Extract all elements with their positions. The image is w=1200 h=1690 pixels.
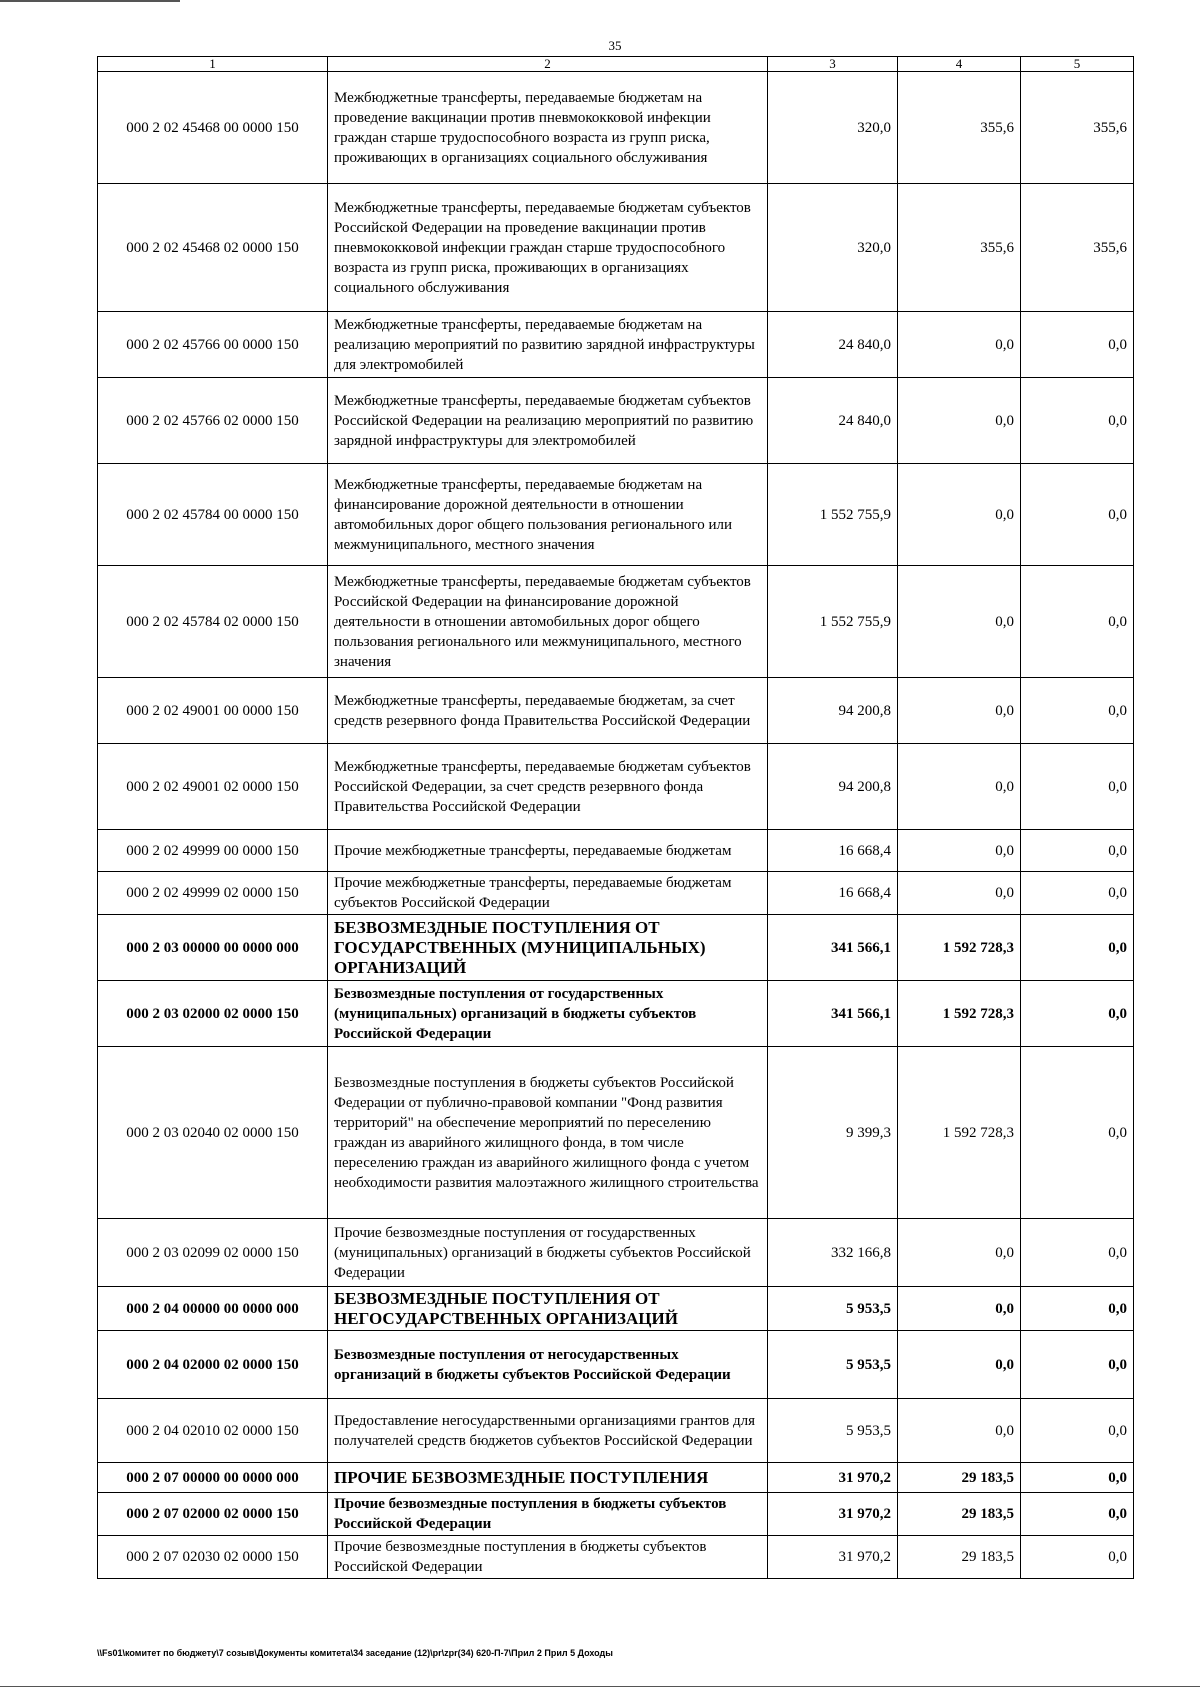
budget-code-cell: 000 2 03 00000 00 0000 000 [98, 915, 328, 981]
amount-col4-cell: 0,0 [898, 1219, 1021, 1287]
table-row [98, 312, 1134, 378]
budget-code-cell: 000 2 07 02000 02 0000 150 [98, 1493, 328, 1536]
budget-code-cell: 000 2 04 02000 02 0000 150 [98, 1331, 328, 1399]
amount-col5-cell: 0,0 [1021, 981, 1134, 1047]
amount-col5-cell: 0,0 [1021, 678, 1134, 744]
description-cell: Межбюджетные трансферты, передаваемые бюджетам субъектов Российской Федерации на финансирование дорожной деятельности в отношении автомобильных дорог общего пользования регионального или межмуниципального, местного значения [328, 566, 768, 678]
amount-col5-cell: 355,6 [1021, 72, 1134, 184]
description-cell: Межбюджетные трансферты, передаваемые бюджетам на проведение вакцинации против пневмококковой инфекции граждан старше трудоспособного возраста из групп риска, проживающих в организациях социального обслуживания [328, 72, 768, 184]
amount-col5-cell: 0,0 [1021, 566, 1134, 678]
amount-col3-cell: 320,0 [768, 184, 898, 312]
amount-col4-cell: 1 592 728,3 [898, 981, 1021, 1047]
table-row [98, 1331, 1134, 1399]
footer-file-path: \\Fs01\комитет по бюджету\7 созыв\Документы комитета\34 заседание (12)\pr\zpr(34) 620-П-7\Прил 2 Прил 5 Доходы [97, 1648, 613, 1658]
column-header-1: 1 [98, 57, 328, 72]
column-header-2: 2 [328, 57, 768, 72]
amount-col5-cell: 0,0 [1021, 915, 1134, 981]
description-cell: Межбюджетные трансферты, передаваемые бюджетам на реализацию мероприятий по развитию зарядной инфраструктуры для электромобилей [328, 312, 768, 378]
amount-col3-cell: 320,0 [768, 72, 898, 184]
table-row [98, 72, 1134, 184]
description-cell: Прочие безвозмездные поступления в бюджеты субъектов Российской Федерации [328, 1493, 768, 1536]
amount-col5-cell: 0,0 [1021, 1399, 1134, 1463]
table-row [98, 1536, 1134, 1579]
table-row [98, 184, 1134, 312]
description-cell: БЕЗВОЗМЕЗДНЫЕ ПОСТУПЛЕНИЯ ОТ ГОСУДАРСТВЕННЫХ (МУНИЦИПАЛЬНЫХ) ОРГАНИЗАЦИЙ [328, 915, 768, 981]
amount-col3-cell: 341 566,1 [768, 981, 898, 1047]
table-row [98, 830, 1134, 872]
description-cell: Межбюджетные трансферты, передаваемые бюджетам субъектов Российской Федерации на реализацию мероприятий по развитию зарядной инфраструктуры для электромобилей [328, 378, 768, 464]
column-header-5: 5 [1021, 57, 1134, 72]
amount-col3-cell: 16 668,4 [768, 830, 898, 872]
column-number-row [98, 57, 1134, 72]
amount-col5-cell: 0,0 [1021, 1219, 1134, 1287]
amount-col5-cell: 0,0 [1021, 1493, 1134, 1536]
table-row [98, 378, 1134, 464]
table-row [98, 1399, 1134, 1463]
budget-code-cell: 000 2 02 45468 00 0000 150 [98, 72, 328, 184]
amount-col3-cell: 341 566,1 [768, 915, 898, 981]
amount-col3-cell: 94 200,8 [768, 678, 898, 744]
description-cell: Безвозмездные поступления от негосударственных организаций в бюджеты субъектов Российской Федерации [328, 1331, 768, 1399]
amount-col4-cell: 0,0 [898, 1331, 1021, 1399]
amount-col4-cell: 29 183,5 [898, 1536, 1021, 1579]
amount-col4-cell: 355,6 [898, 184, 1021, 312]
table-row [98, 566, 1134, 678]
amount-col5-cell: 0,0 [1021, 830, 1134, 872]
budget-code-cell: 000 2 02 49001 00 0000 150 [98, 678, 328, 744]
budget-code-cell: 000 2 07 00000 00 0000 000 [98, 1463, 328, 1493]
budget-code-cell: 000 2 03 02040 02 0000 150 [98, 1047, 328, 1219]
amount-col4-cell: 0,0 [898, 1399, 1021, 1463]
table-row [98, 872, 1134, 915]
amount-col4-cell: 355,6 [898, 72, 1021, 184]
amount-col4-cell: 0,0 [898, 566, 1021, 678]
budget-code-cell: 000 2 02 45784 02 0000 150 [98, 566, 328, 678]
amount-col4-cell: 0,0 [898, 830, 1021, 872]
table-row [98, 915, 1134, 981]
column-header-4: 4 [898, 57, 1021, 72]
amount-col3-cell: 94 200,8 [768, 744, 898, 830]
amount-col4-cell: 0,0 [898, 678, 1021, 744]
amount-col4-cell: 0,0 [898, 744, 1021, 830]
amount-col3-cell: 24 840,0 [768, 312, 898, 378]
amount-col5-cell: 0,0 [1021, 312, 1134, 378]
amount-col3-cell: 5 953,5 [768, 1331, 898, 1399]
budget-code-cell: 000 2 04 02010 02 0000 150 [98, 1399, 328, 1463]
amount-col5-cell: 0,0 [1021, 1463, 1134, 1493]
amount-col3-cell: 1 552 755,9 [768, 464, 898, 566]
table-row [98, 464, 1134, 566]
amount-col5-cell: 0,0 [1021, 1331, 1134, 1399]
amount-col4-cell: 1 592 728,3 [898, 1047, 1021, 1219]
description-cell: Безвозмездные поступления от государственных (муниципальных) организаций в бюджеты субъектов Российской Федерации [328, 981, 768, 1047]
table-row [98, 678, 1134, 744]
amount-col5-cell: 0,0 [1021, 1536, 1134, 1579]
table-row [98, 1219, 1134, 1287]
amount-col3-cell: 31 970,2 [768, 1536, 898, 1579]
amount-col5-cell: 0,0 [1021, 872, 1134, 915]
amount-col4-cell: 0,0 [898, 378, 1021, 464]
budget-code-cell: 000 2 04 00000 00 0000 000 [98, 1287, 328, 1331]
amount-col4-cell: 1 592 728,3 [898, 915, 1021, 981]
description-cell: БЕЗВОЗМЕЗДНЫЕ ПОСТУПЛЕНИЯ ОТ НЕГОСУДАРСТВЕННЫХ ОРГАНИЗАЦИЙ [328, 1287, 768, 1331]
description-cell: Межбюджетные трансферты, передаваемые бюджетам на финансирование дорожной деятельности в отношении автомобильных дорог общего пользования регионального или межмуниципального, местного значения [328, 464, 768, 566]
description-cell: Прочие межбюджетные трансферты, передаваемые бюджетам субъектов Российской Федерации [328, 872, 768, 915]
scan-artifact-top [0, 0, 180, 2]
amount-col5-cell: 0,0 [1021, 464, 1134, 566]
budget-code-cell: 000 2 03 02000 02 0000 150 [98, 981, 328, 1047]
table-row [98, 981, 1134, 1047]
amount-col3-cell: 5 953,5 [768, 1399, 898, 1463]
budget-code-cell: 000 2 02 45766 02 0000 150 [98, 378, 328, 464]
amount-col3-cell: 1 552 755,9 [768, 566, 898, 678]
budget-code-cell: 000 2 07 02030 02 0000 150 [98, 1536, 328, 1579]
budget-code-cell: 000 2 02 49001 02 0000 150 [98, 744, 328, 830]
amount-col5-cell: 0,0 [1021, 744, 1134, 830]
scan-artifact-bottom [0, 1686, 1200, 1687]
amount-col5-cell: 0,0 [1021, 1047, 1134, 1219]
amount-col4-cell: 0,0 [898, 1287, 1021, 1331]
table-row [98, 744, 1134, 830]
description-cell: Межбюджетные трансферты, передаваемые бюджетам, за счет средств резервного фонда Правительства Российской Федерации [328, 678, 768, 744]
budget-code-cell: 000 2 02 45468 02 0000 150 [98, 184, 328, 312]
description-cell: Безвозмездные поступления в бюджеты субъектов Российской Федерации от публично-правовой компании "Фонд развития территорий" на обеспечение мероприятий по переселению граждан из аварийного жилищного фонда, в том числе переселению граждан из аварийного жилищного фонда с учетом необходимости развития малоэтажного жилищного строительства [328, 1047, 768, 1219]
amount-col4-cell: 0,0 [898, 464, 1021, 566]
revenue-table [97, 56, 1134, 1579]
amount-col3-cell: 5 953,5 [768, 1287, 898, 1331]
amount-col3-cell: 332 166,8 [768, 1219, 898, 1287]
budget-code-cell: 000 2 02 49999 02 0000 150 [98, 872, 328, 915]
description-cell: Межбюджетные трансферты, передаваемые бюджетам субъектов Российской Федерации на проведение вакцинации против пневмококковой инфекции граждан старше трудоспособного возраста из групп риска, проживающих в организациях социального обслуживания [328, 184, 768, 312]
table-row [98, 1463, 1134, 1493]
description-cell: Прочие безвозмездные поступления в бюджеты субъектов Российской Федерации [328, 1536, 768, 1579]
description-cell: Предоставление негосударственными организациями грантов для получателей средств бюджетов субъектов Российской Федерации [328, 1399, 768, 1463]
table-row [98, 1493, 1134, 1536]
amount-col3-cell: 16 668,4 [768, 872, 898, 915]
table-row [98, 1047, 1134, 1219]
amount-col5-cell: 0,0 [1021, 1287, 1134, 1331]
amount-col3-cell: 9 399,3 [768, 1047, 898, 1219]
amount-col4-cell: 29 183,5 [898, 1493, 1021, 1536]
amount-col4-cell: 0,0 [898, 312, 1021, 378]
budget-code-cell: 000 2 02 45766 00 0000 150 [98, 312, 328, 378]
budget-code-cell: 000 2 02 49999 00 0000 150 [98, 830, 328, 872]
description-cell: Прочие безвозмездные поступления от государственных (муниципальных) организаций в бюджеты субъектов Российской Федерации [328, 1219, 768, 1287]
amount-col5-cell: 355,6 [1021, 184, 1134, 312]
page-number: 35 [608, 38, 622, 53]
table-row [98, 1287, 1134, 1331]
budget-code-cell: 000 2 03 02099 02 0000 150 [98, 1219, 328, 1287]
amount-col4-cell: 29 183,5 [898, 1463, 1021, 1493]
amount-col3-cell: 31 970,2 [768, 1493, 898, 1536]
description-cell: Прочие межбюджетные трансферты, передаваемые бюджетам [328, 830, 768, 872]
amount-col3-cell: 24 840,0 [768, 378, 898, 464]
budget-code-cell: 000 2 02 45784 00 0000 150 [98, 464, 328, 566]
amount-col3-cell: 31 970,2 [768, 1463, 898, 1493]
description-cell: Межбюджетные трансферты, передаваемые бюджетам субъектов Российской Федерации, за счет средств резервного фонда Правительства Российской Федерации [328, 744, 768, 830]
amount-col4-cell: 0,0 [898, 872, 1021, 915]
amount-col5-cell: 0,0 [1021, 378, 1134, 464]
description-cell: ПРОЧИЕ БЕЗВОЗМЕЗДНЫЕ ПОСТУПЛЕНИЯ [328, 1463, 768, 1493]
column-header-3: 3 [768, 57, 898, 72]
